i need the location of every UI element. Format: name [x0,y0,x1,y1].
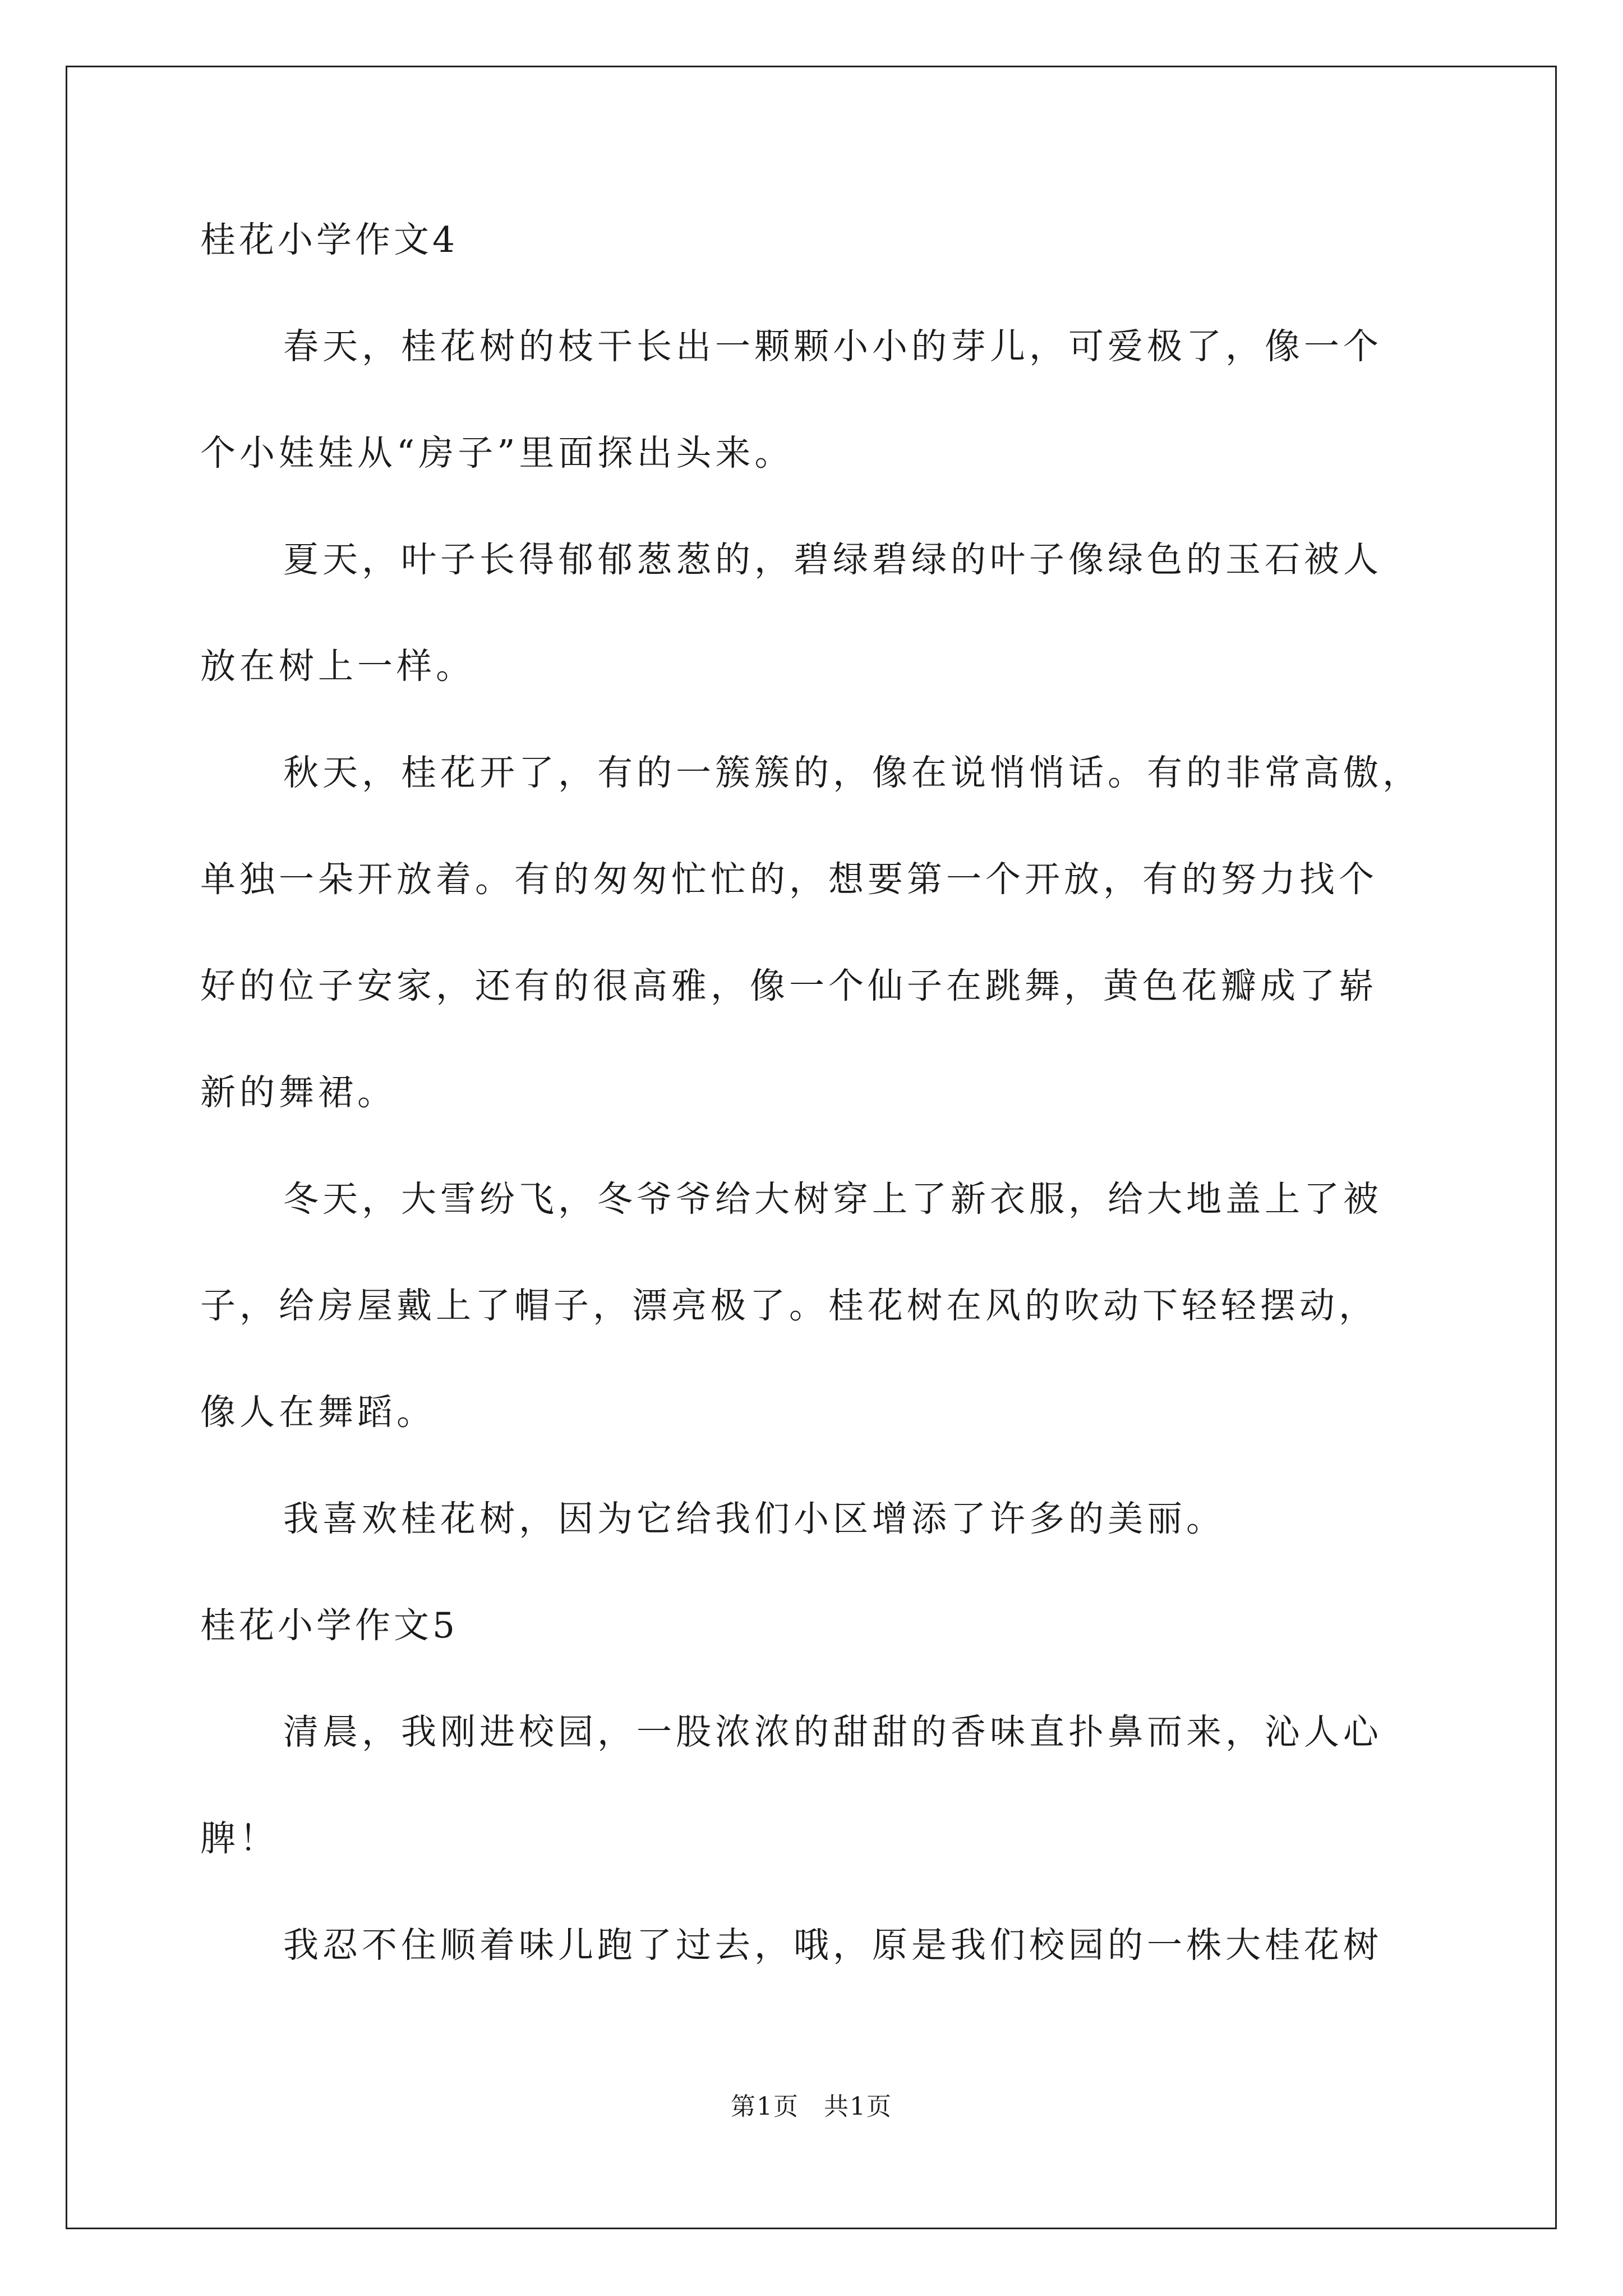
page-number: 第1页 [731,2092,799,2121]
paragraph-line: 我喜欢桂花树，因为它给我们小区增添了许多的美丽。 [283,1498,1225,1539]
paragraph-line: 我忍不住顺着味儿跑了过去，哦，原是我们校园的一株大桂花树 [283,1925,1382,1966]
paragraph-line: 秋天，桂花开了，有的一簇簇的，像在说悄悄话。有的非常高傲， [283,752,1422,793]
essay-title-4: 桂花小学作文4 [200,219,459,260]
page-total: 共1页 [824,2092,892,2121]
paragraph-line: 新的舞裙。 [200,1072,396,1113]
paragraph-line: 子，给房屋戴上了帽子，漂亮极了。桂花树在风的吹动下轻轻摆动， [200,1285,1378,1326]
paragraph-line: 冬天，大雪纷飞，冬爷爷给大树穿上了新衣服，给大地盖上了被 [283,1179,1382,1220]
page-border [66,66,1557,2229]
page-footer [0,2091,1623,2123]
essay-title-5: 桂花小学作文5 [200,1605,459,1646]
paragraph-line: 放在树上一样。 [200,646,475,687]
paragraph-line: 清晨，我刚进校园，一股浓浓的甜甜的香味直扑鼻而来，沁人心 [283,1711,1382,1752]
paragraph-line: 夏天，叶子长得郁郁葱葱的，碧绿碧绿的叶子像绿色的玉石被人 [283,539,1382,580]
paragraph-line: 个小娃娃从“房子”里面探出头来。 [200,432,794,473]
paragraph-line: 像人在舞蹈。 [200,1392,436,1433]
paragraph-line: 单独一朵开放着。有的匆匆忙忙的，想要第一个开放，有的努力找个 [200,859,1378,900]
paragraph-line: 好的位子安家，还有的很高雅，像一个仙子在跳舞，黄色花瓣成了崭 [200,965,1378,1006]
paragraph-line: 脾！ [200,1818,279,1859]
paragraph-line: 春天，桂花树的枝干长出一颗颗小小的芽儿，可爱极了，像一个 [283,326,1382,367]
